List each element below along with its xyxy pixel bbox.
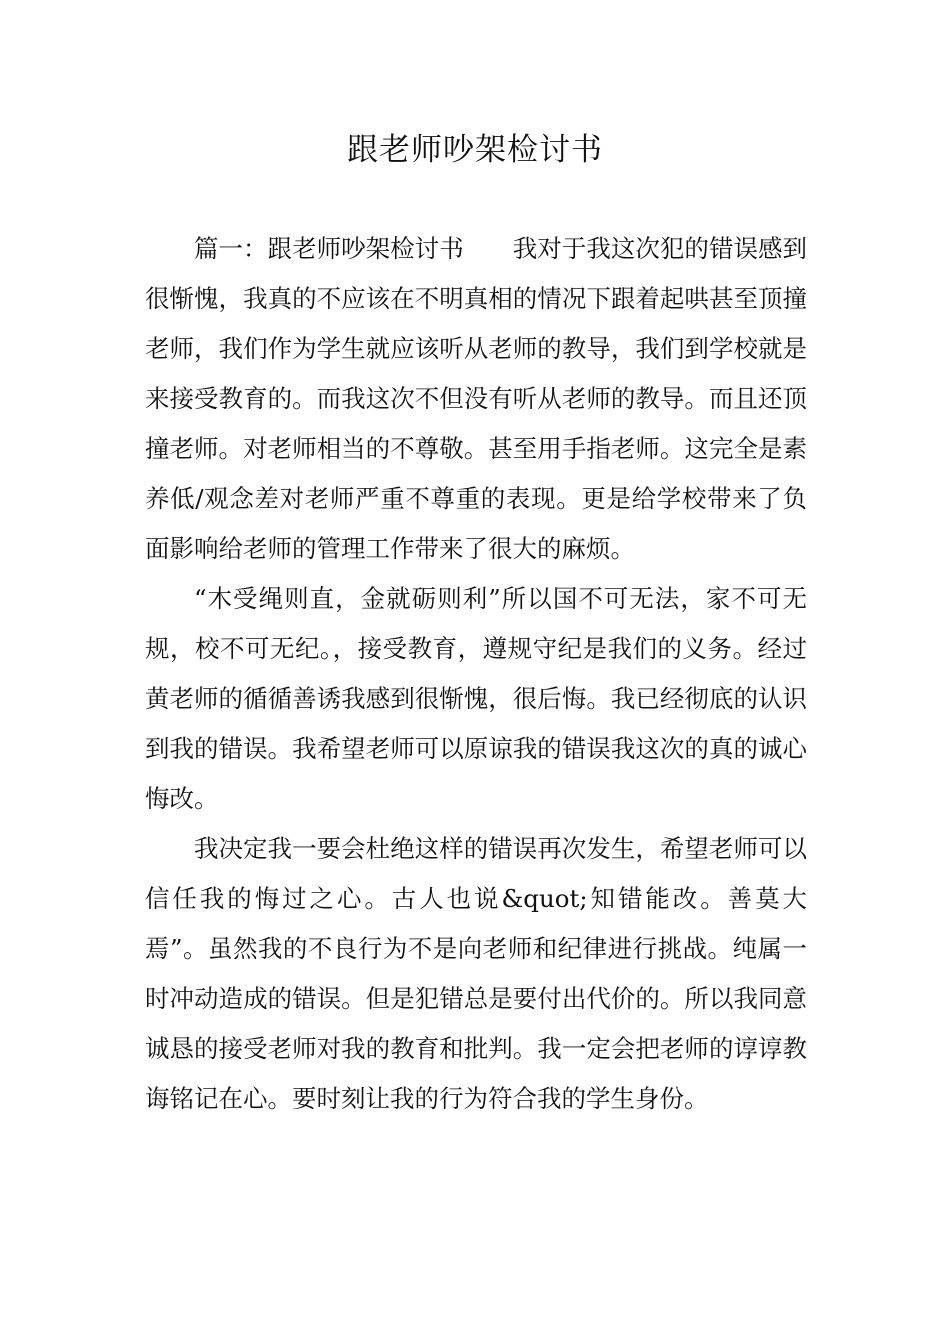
paragraph-2 bbox=[145, 574, 807, 824]
paragraph-2-text: “木受绳则直，金就砺则利”所以国不可无法，家不可无规，校不可无纪。，接受教育，遵规守纪是我们的义务。经过黄老师的循循善诱我感到很惭愧，很后悔。我已经彻底的认识到我的错误。我希望老师可以原谅我的错误我这次的真的诚心悔改。 bbox=[145, 584, 807, 813]
heading-gap bbox=[464, 234, 513, 263]
document-title: 跟老师吵架检讨书 bbox=[347, 132, 603, 168]
document-body bbox=[145, 224, 807, 1124]
paragraph-3-text: 我决定我一要会杜绝这样的错误再次发生，希望老师可以信任我的悔过之心。古人也说&quot;知错能改。善莫大焉”。虽然我的不良行为不是向老师和纪律进行挑战。纯属一时冲动造成的错误。但是犯错总是要付出代价的。所以我同意诚恳的接受老师对我的教育和批判。我一定会把老师的谆谆教诲铭记在心。要时刻让我的行为符合我的学生身份。 bbox=[145, 834, 807, 1113]
paragraph-1-text: 我对于我这次犯的错误感到很惭愧，我真的不应该在不明真相的情况下跟着起哄甚至顶撞老师，我们作为学生就应该听从老师的教导，我们到学校就是来接受教育的。而我这次不但没有听从老师的教导。而且还顶撞老师。对老师相当的不尊敬。甚至用手指老师。这完全是素养低/观念差对老师严重不尊重的表现。更是给学校带来了负面影响给老师的管理工作带来了很大的麻烦。 bbox=[145, 234, 808, 563]
section-heading: 篇一：跟老师吵架检讨书 bbox=[194, 234, 464, 263]
paragraph-3 bbox=[145, 824, 807, 1124]
paragraph-1 bbox=[145, 224, 807, 574]
